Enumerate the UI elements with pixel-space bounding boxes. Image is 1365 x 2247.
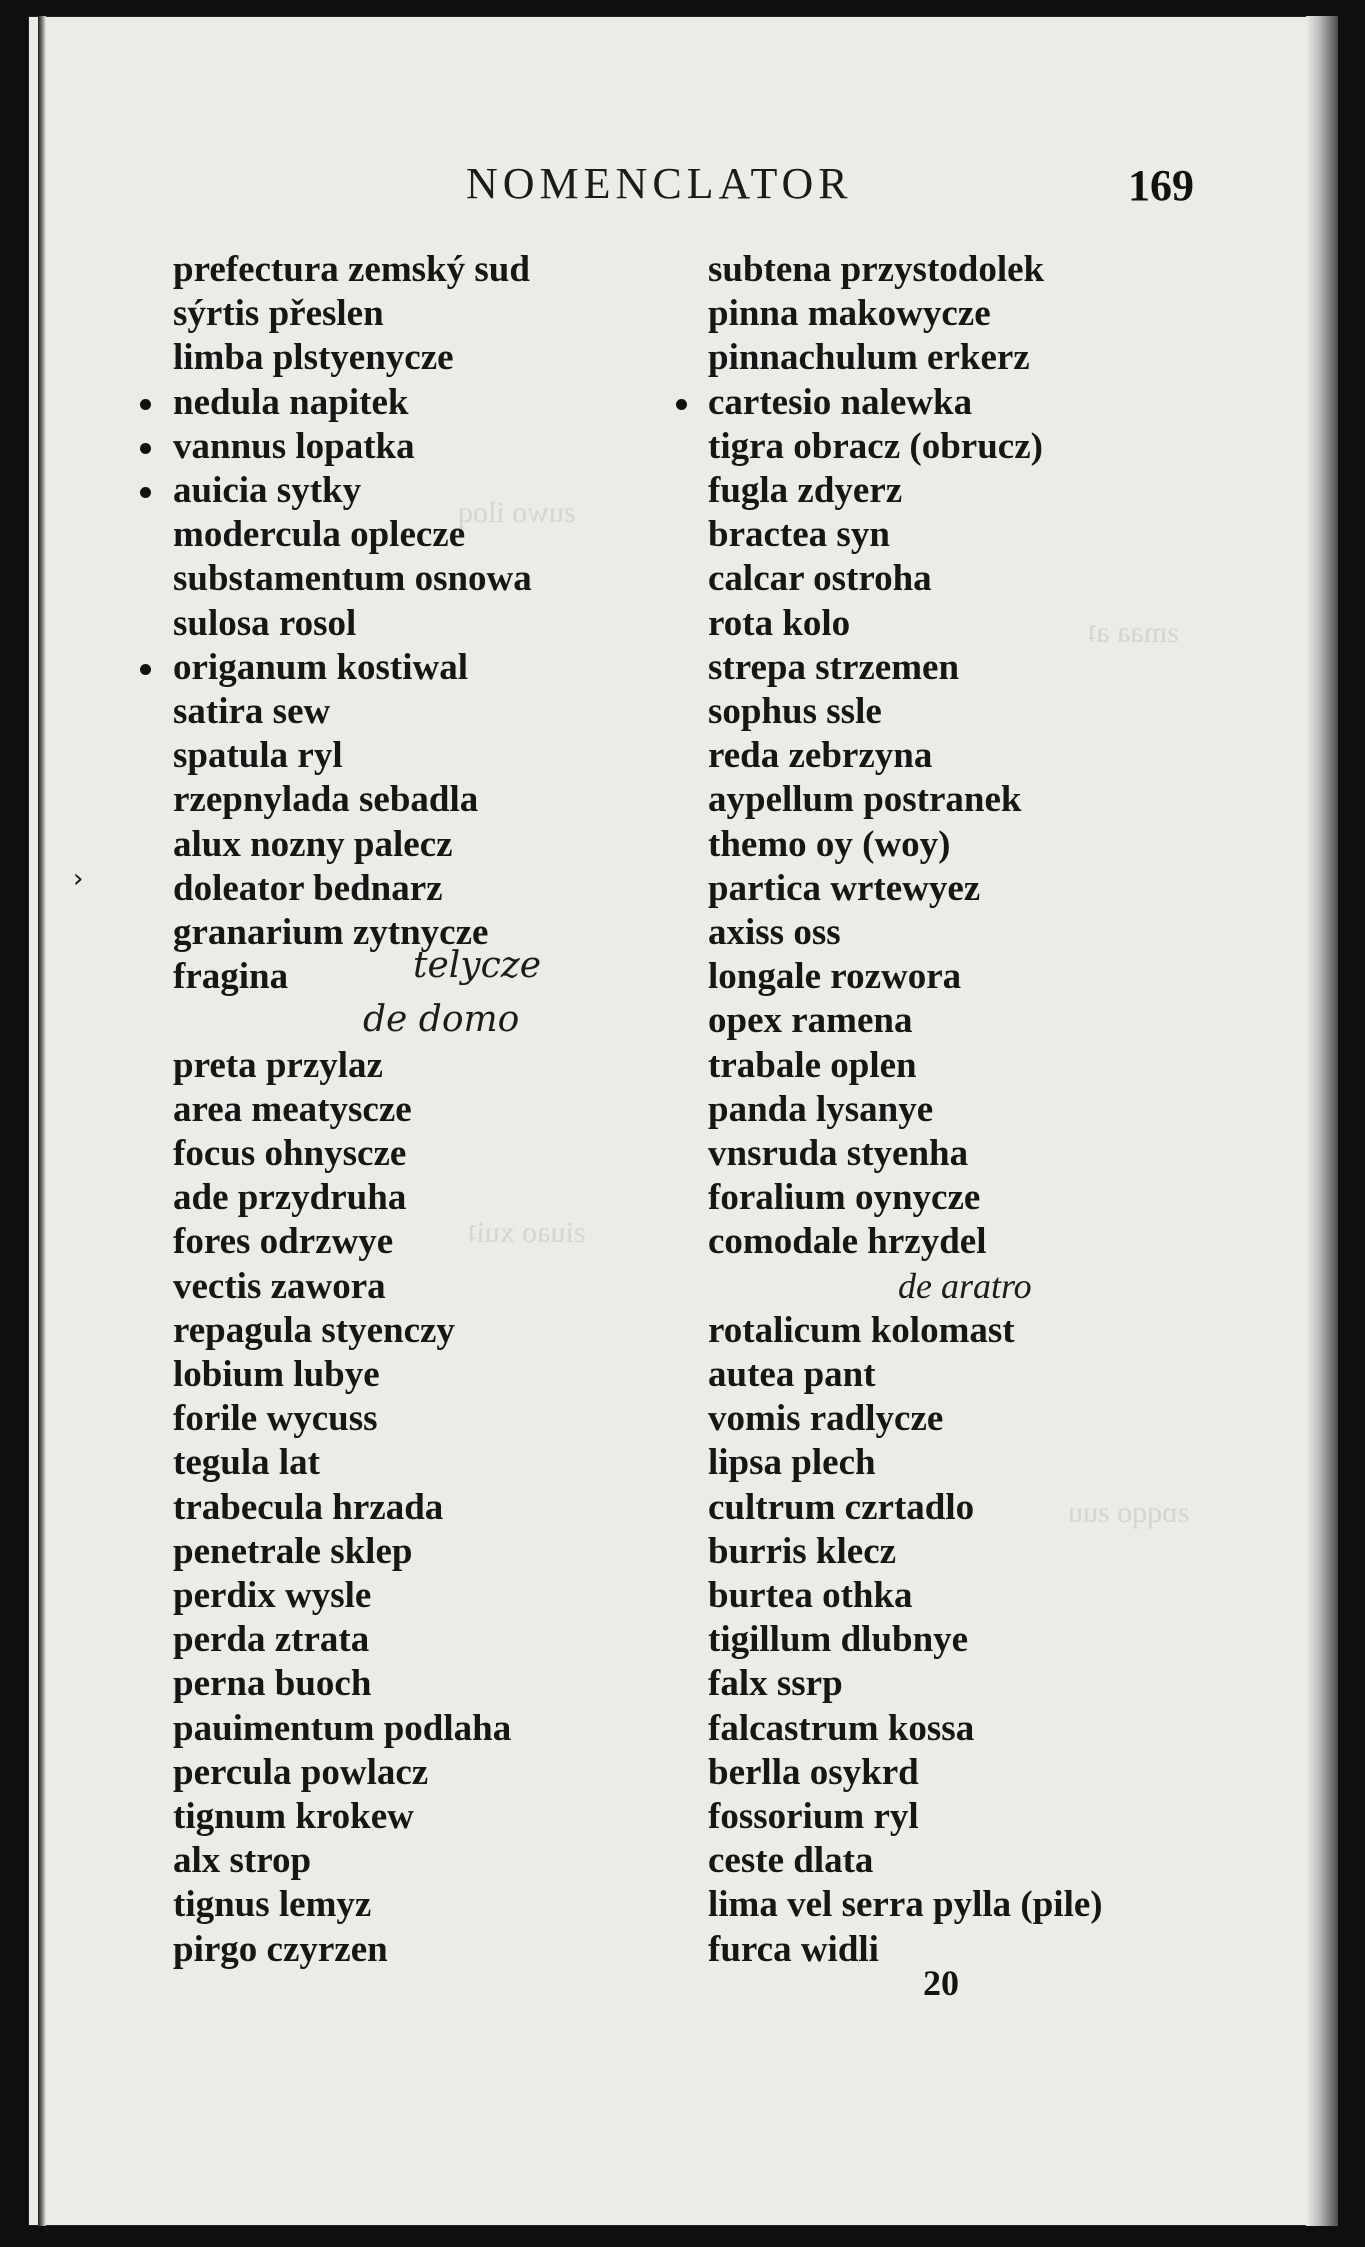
margin-bullet (676, 399, 687, 410)
left-entry: auicia sytky (173, 470, 362, 511)
page-right-edge (1306, 16, 1338, 2226)
right-entry: pinna makowycze (708, 293, 991, 335)
right-entry: rota kolo (708, 602, 851, 644)
left-entry: granarium zytnycze (173, 912, 489, 953)
right-entry: bractea syn (708, 514, 890, 556)
left-entry: rzepnylada sebadla (173, 779, 479, 821)
left-entry: lobium lubye (173, 1354, 380, 1395)
right-entry: fugla zdyerz (708, 470, 903, 511)
left-entry: limba plstyenycze (173, 337, 454, 379)
right-entry: reda zebrzyna (708, 735, 933, 777)
left-entry: nedula napitek (173, 381, 409, 423)
right-entry: furca widli (708, 1928, 879, 1970)
left-entry: substamentum osnowa (173, 558, 532, 600)
page-left-edge (38, 16, 46, 2226)
left-entry: penetrale sklep (173, 1530, 413, 1572)
right-entry: partica wrtewyez (708, 867, 981, 909)
right-entry: tigra obracz (obrucz) (708, 425, 1043, 467)
right-entry: vomis radlycze (708, 1398, 944, 1440)
right-entry: foralium oynycze (708, 1177, 981, 1219)
left-entry: alux nozny palecz (173, 823, 453, 865)
bleed-through-text: ƨmaa aʇ (1088, 616, 1179, 649)
left-entry: forile wycuss (173, 1398, 378, 1440)
margin-bullet (140, 443, 151, 454)
left-entry: modercula oplecze (173, 514, 466, 556)
left-entry: focus ohnyscze (173, 1133, 407, 1174)
left-entry: preta przylaz (173, 1044, 383, 1086)
margin-bullet (140, 664, 151, 675)
left-entry: perdix wysle (173, 1575, 372, 1616)
right-entry: burris klecz (708, 1530, 897, 1572)
right-entry: opex ramena (708, 1000, 913, 1042)
right-entry: comodale hrzydel (708, 1221, 987, 1263)
left-entry: origanum kostiwal (173, 646, 469, 688)
left-entry: spatula ryl (173, 735, 343, 777)
left-entry: repagula styenczy (173, 1309, 455, 1351)
left-entry: trabecula hrzada (173, 1486, 444, 1528)
right-entry: strepa strzemen (708, 646, 960, 688)
bleed-through-text: ƨuwo iloq (458, 496, 576, 529)
margin-mark: › (73, 864, 84, 894)
left-entry: pirgo czyrzen (173, 1928, 388, 1970)
left-entry: vannus lopatka (173, 425, 415, 467)
page-number: 169 (1128, 161, 1194, 210)
right-entry: de aratro (898, 1265, 1032, 1306)
section-heading-handwritten: de domo (363, 999, 520, 1041)
right-entry: axiss oss (708, 912, 841, 953)
right-entry: longale rozwora (708, 956, 962, 998)
right-entry: tigillum dlubnye (708, 1619, 969, 1661)
signature-mark: 20 (923, 1963, 959, 2003)
margin-bullet (140, 487, 151, 498)
left-entry: satira sew (173, 691, 331, 732)
left-entry: sulosa rosol (173, 602, 357, 644)
right-entry: cartesio nalewka (708, 381, 973, 423)
right-entry: berlla osykrd (708, 1751, 919, 1793)
left-entry: area meatyscze (173, 1088, 412, 1130)
right-entry: vnsruda styenha (708, 1133, 969, 1174)
running-header: NOMENCLATOR (466, 159, 853, 208)
right-entry: cultrum czrtadlo (708, 1486, 975, 1528)
right-entry: calcar ostroha (708, 558, 932, 600)
right-entry: subtena przystodolek (708, 249, 1045, 290)
right-entry: pinnachulum erkerz (708, 337, 1030, 379)
left-entry: fores odrzwye (173, 1221, 394, 1263)
bleed-through-text: ƨiuao xuiʇ (468, 1216, 586, 1249)
right-entry: falcastrum kossa (708, 1707, 975, 1749)
right-entry: aypellum postranek (708, 779, 1022, 821)
right-entry: themo oy (woy) (708, 823, 951, 865)
left-entry: tignus lemyz (173, 1884, 372, 1926)
right-entry: falx ssrp (708, 1663, 843, 1705)
left-entry: fragina (173, 956, 289, 998)
right-entry: autea pant (708, 1354, 876, 1395)
right-entry: fossorium ryl (708, 1796, 919, 1837)
right-entry: lipsa plech (708, 1442, 876, 1484)
right-entry: burtea othka (708, 1575, 913, 1616)
left-entry: vectis zawora (173, 1265, 386, 1307)
bleed-through-text: ƨɒqqo ƨuu (1068, 1496, 1190, 1529)
right-entry: rotalicum kolomast (708, 1309, 1015, 1351)
left-entry: pauimentum podlaha (173, 1707, 512, 1749)
handwritten-note: telycze (413, 945, 542, 987)
right-entry: ceste dlata (708, 1840, 874, 1882)
right-entry: panda lysanye (708, 1088, 934, 1130)
left-entry: sýrtis přeslen (173, 293, 384, 335)
right-entry: lima vel serra pylla (pile) (708, 1884, 1103, 1926)
right-entry: sophus ssle (708, 691, 882, 732)
right-entry: trabale oplen (708, 1044, 917, 1086)
left-entry: ade przydruha (173, 1177, 407, 1219)
left-entry: tegula lat (173, 1442, 320, 1484)
left-entry: prefectura zemský sud (173, 249, 530, 290)
left-entry: doleator bednarz (173, 867, 443, 909)
left-entry: perna buoch (173, 1663, 372, 1705)
left-entry: alx strop (173, 1840, 312, 1882)
left-entry: percula powlacz (173, 1751, 429, 1793)
margin-bullet (140, 399, 151, 410)
left-entry: tignum krokew (173, 1796, 414, 1837)
book-page (28, 16, 1338, 2226)
left-entry: perda ztrata (173, 1619, 370, 1661)
